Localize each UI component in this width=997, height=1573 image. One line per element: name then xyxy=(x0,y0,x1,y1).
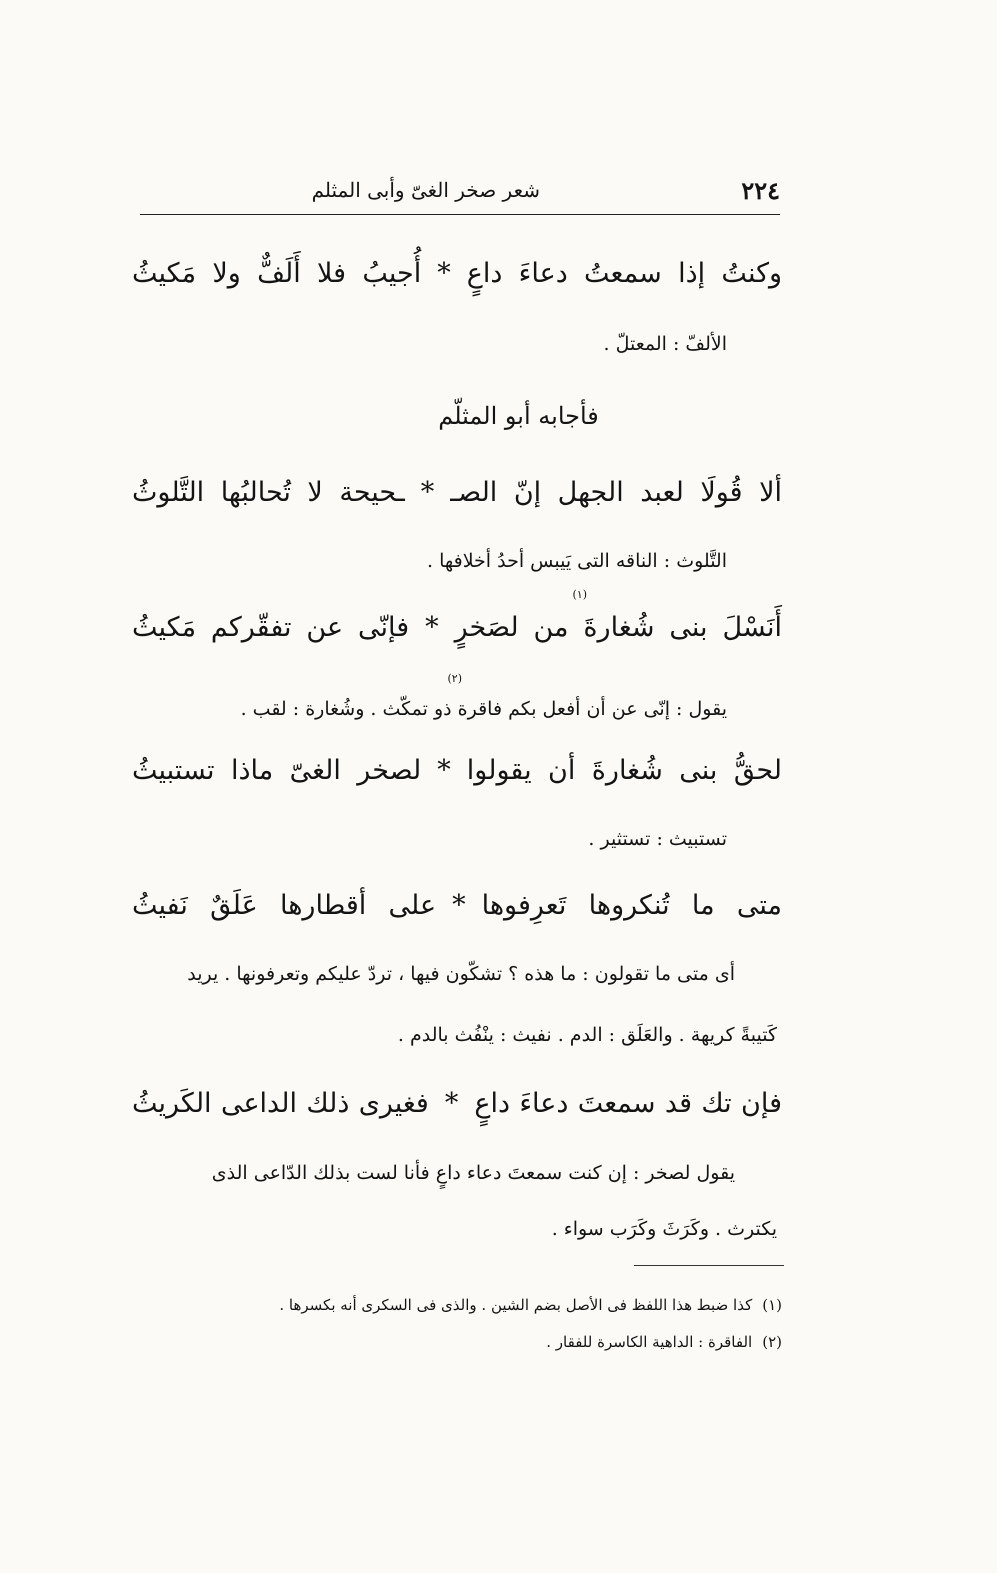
verse-separator: * xyxy=(437,258,451,289)
verse-hemistich-second: لصخر الغىّ ماذا تستبيثُ xyxy=(132,755,422,786)
page-number: ٢٢٤ xyxy=(741,176,780,205)
footnote xyxy=(546,1333,782,1351)
gloss-line: يكترث . وكَرَثَ وكَرَب سواء . xyxy=(551,1218,777,1240)
footnote-number: (٢) xyxy=(762,1333,782,1351)
gloss-line: يقول لصخر : إن كنت سمعتَ دعاء داعٍ فأنا لست بذلك الدّاعى الذى xyxy=(211,1162,735,1184)
gloss-line: أى متى ما تقولون : ما هذه ؟ تشكّون فيها ، تردّ عليكم وتعرفونها . يريد xyxy=(187,963,735,985)
verse-hemistich-second: ـحيحة لا تُحالبُها التَّلوثُ xyxy=(132,477,405,508)
section-heading: فأجابه أبو المثلّم xyxy=(438,402,599,430)
gloss-line: تستبيث : تستثير . xyxy=(588,828,727,850)
footnote-number: (١) xyxy=(762,1296,782,1314)
verse-line xyxy=(132,477,782,508)
verse-hemistich-first: أَنَسْلَ بنى شُغارةَ من لصَخرٍ xyxy=(454,612,782,643)
verse-line xyxy=(132,755,782,786)
running-title: شعر صخر الغىّ وأبى المثلم xyxy=(311,178,540,202)
verse-hemistich-first: وكنتُ إذا سمعتُ دعاءَ داعٍ xyxy=(466,258,782,289)
verse-line xyxy=(132,1088,782,1119)
verse-line xyxy=(132,612,782,643)
verse-hemistich-first: متى ما تُنكروها تَعرِفوها xyxy=(481,890,782,921)
verse-separator: * xyxy=(444,1088,459,1119)
gloss-line: كَتيبةً كريهة . والعَلَق : الدم . نفيث : ينْفُث بالدم . xyxy=(397,1024,777,1046)
footnote-divider xyxy=(634,1265,784,1266)
footnote-marker-1: (١) xyxy=(572,588,587,601)
verse-line xyxy=(132,890,782,921)
gloss-line: التَّلوث : الناقه التى يَيبس أحدُ أخلافها . xyxy=(427,550,727,572)
footnote-text: كذا ضبط هذا اللفظ فى الأصل بضم الشين . والذى فى السكرى أنه بكسرها . xyxy=(279,1296,753,1314)
verse-hemistich-first: فإن تك قد سمعتَ دعاءَ داعٍ xyxy=(474,1088,782,1119)
verse-hemistich-second: على أقطارها عَلَقٌ نَفيثُ xyxy=(132,890,437,921)
page-header xyxy=(140,170,780,215)
footnote-marker-2: (٢) xyxy=(447,672,462,685)
footnote-text: الفاقرة : الداهية الكاسرة للفقار . xyxy=(546,1333,753,1351)
verse-separator: * xyxy=(437,755,451,786)
verse-hemistich-second: فغيرى ذلك الداعى الكَريثُ xyxy=(132,1088,429,1119)
gloss-line: يقول : إنّى عن أن أفعل بكم فاقرة ذو تمكّث . وشُغارة : لقب . xyxy=(240,698,727,720)
verse-hemistich-first: لحقُّ بنى شُغارةَ أن يقولوا xyxy=(466,755,783,786)
verse-hemistich-second: أُجيبُ فلا أَلَفٌّ ولا مَكيثُ xyxy=(132,258,422,289)
verse-separator: * xyxy=(452,890,466,921)
verse-hemistich-second: فإنّى عن تفقّركم مَكيثُ xyxy=(132,612,410,643)
gloss-line: الألفّ : المعتلّ . xyxy=(603,333,727,355)
verse-separator: * xyxy=(420,477,435,508)
verse-line xyxy=(132,258,782,289)
verse-hemistich-first: ألا قُولَا لعبد الجهل إنّ الصـ xyxy=(450,477,782,508)
verse-separator: * xyxy=(425,612,439,643)
footnote xyxy=(279,1296,782,1314)
